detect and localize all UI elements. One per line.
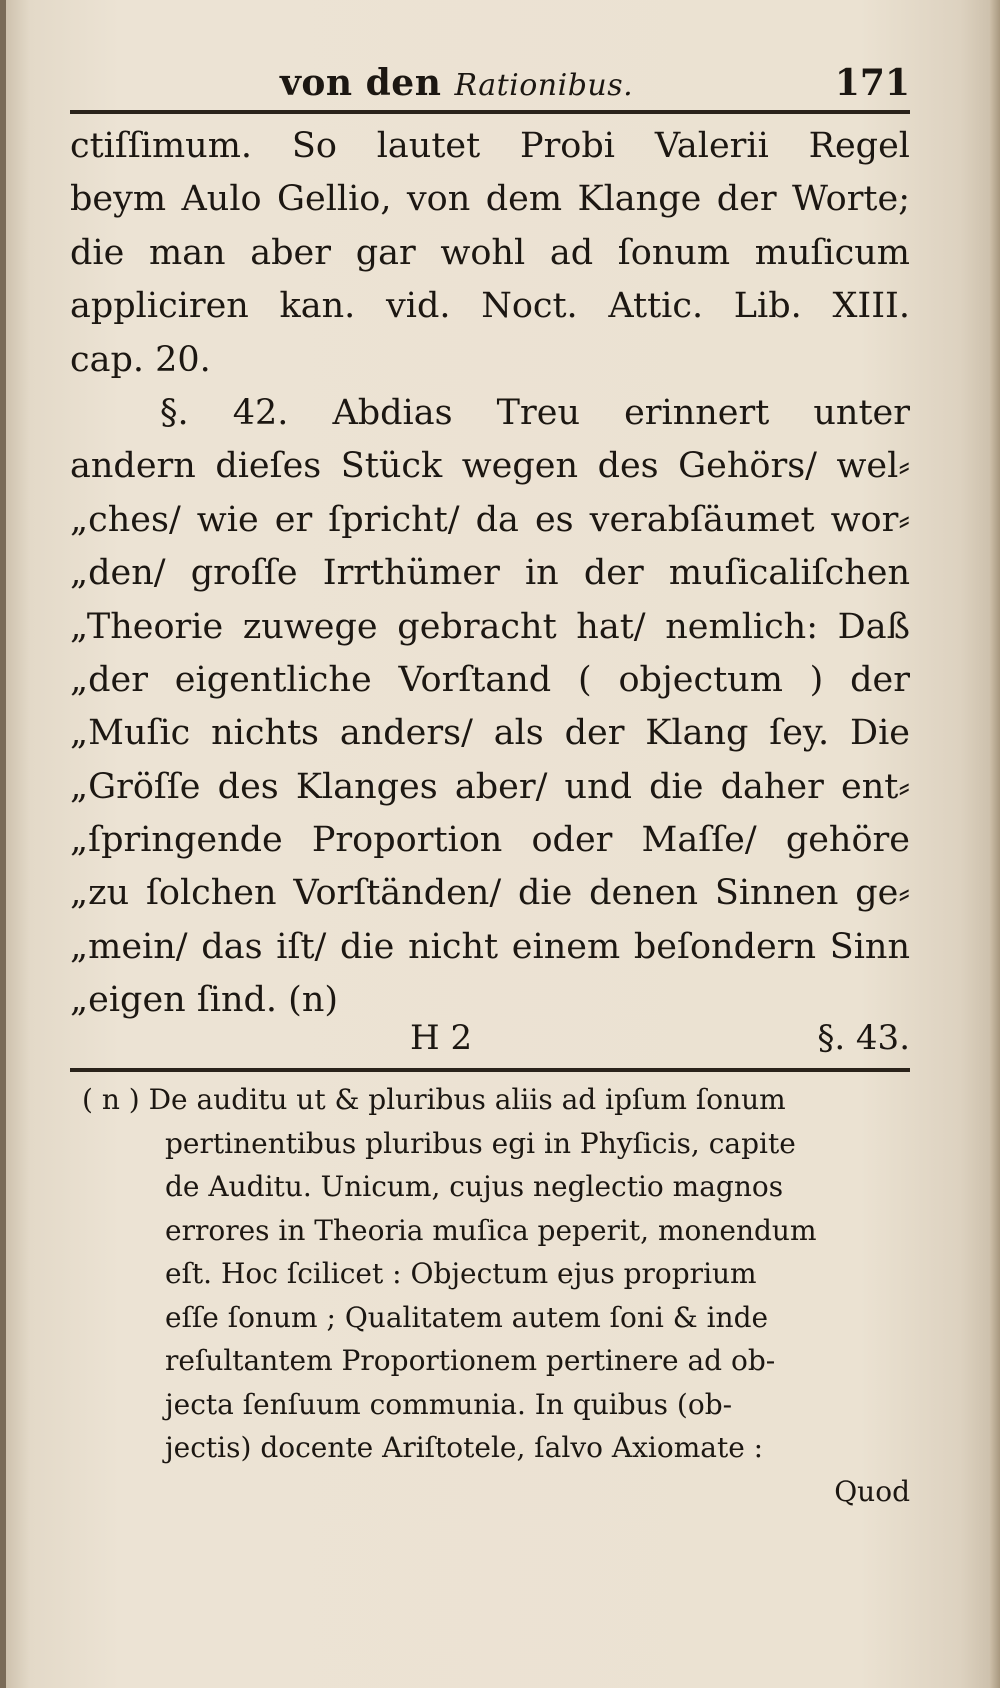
signature-row [70,1018,910,1068]
text-line: „Gröſſe des Klanges aber/ und die daher ent⸗ [70,766,910,807]
text-line: „den/ groſſe Irrthümer in der muſicaliſchen [70,553,910,594]
page-right-edge [990,0,1000,1688]
footnote-rule [70,1068,910,1072]
text-line: appliciren kan. vid. Noct. Attic. Lib. XIII. [70,286,910,327]
catchword: §. 43. [817,1018,910,1058]
page-number: 171 [834,62,910,104]
footnote-line: de Auditu. Unicum, cujus neglectio magnos [165,1170,784,1203]
text-line: cap. 20. [70,339,211,380]
text-line: „Theorie zuwege gebracht hat/ nemlich: Daß [70,606,910,647]
running-title-italic: Rationibus. [454,68,634,103]
text-line: die man aber gar wohl ad ſonum muſicum [70,232,910,273]
text-line: „Muſic nichts anders/ als der Klang ſey. Die [70,713,910,754]
page-left-edge [0,0,6,1688]
footnote [70,1078,910,1513]
header-rule [70,110,910,114]
text-line: ctiſſimum. So lautet Probi Valerii Regel [70,126,910,166]
text-line: „eigen ſind. (n) [70,980,339,1021]
footnote-line: eſſe ſonum ; Qualitatem autem ſoni & inde [165,1300,769,1334]
page-header [70,62,910,112]
text-line: „ches/ wie er ſpricht/ da es verabſäumet wor⸗ [70,499,910,540]
running-title [280,62,633,104]
footnote-line: jecta ſenſuum communia. In quibus (ob- [165,1387,733,1421]
main-text [70,120,910,1028]
text-line: „mein/ das iſt/ die nicht einem beſondern Sinn [70,926,910,967]
footnote-line: pertinentibus pluribus egi in Phyſicis, capite [165,1126,796,1160]
text-line: andern dieſes Stück wegen des Gehörs/ wel⸗ [70,446,910,487]
text-line: „ſpringende Proportion oder Maſſe/ gehöre [70,820,910,861]
footnote-line: reſultantem Proportionem pertinere ad ob- [165,1344,776,1377]
text-line: „zu ſolchen Vorſtänden/ die denen Sinnen ge⸗ [70,873,910,914]
footnote-line: eſt. Hoc ſcilicet : Objectum ejus proprium [165,1257,757,1290]
footnote-line: errores in Theoria muſica peperit, monendum [165,1213,817,1247]
text-line: „der eigentliche Vorſtand ( objectum ) der [70,659,910,700]
text-line: beym Aulo Gellio, von dem Klange der Worte; [70,179,910,220]
footnote-line: ( n ) De auditu ut & pluribus aliis ad ipſum ſonum [82,1083,786,1116]
running-title-text: von den [280,62,442,104]
signature-mark: H 2 [410,1018,473,1058]
footnote-line: jectis) docente Ariſtotele, ſalvo Axiomate : [165,1431,764,1464]
footnote-catchword: Quod [834,1474,910,1508]
paragraph-start-line: §. 42. Abdias Treu erinnert unter [160,392,910,433]
